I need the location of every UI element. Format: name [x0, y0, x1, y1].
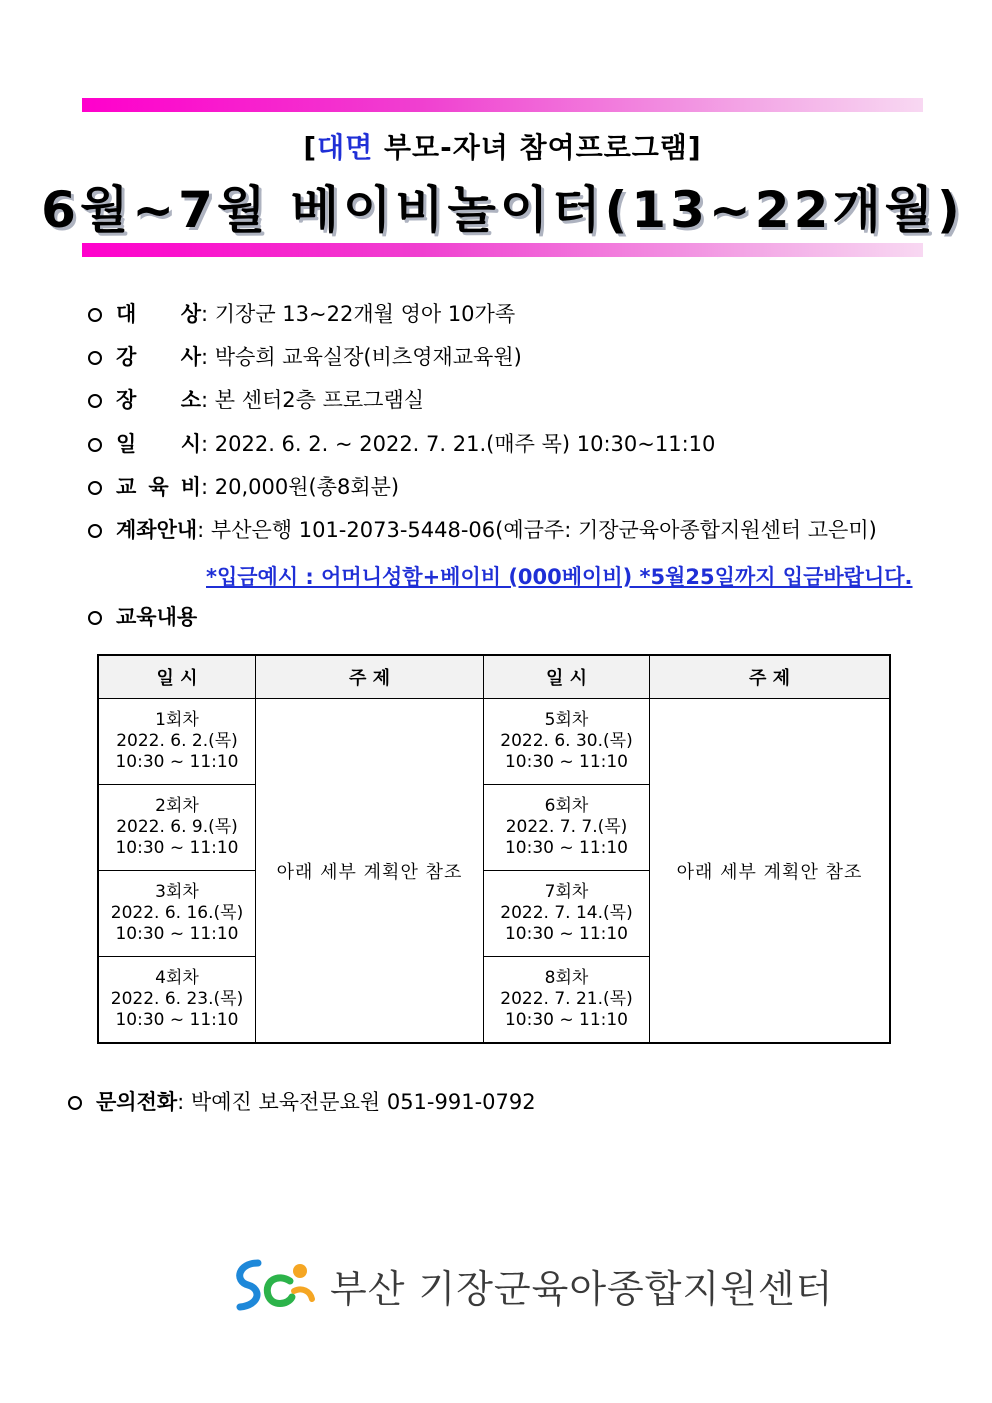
info-schedule: 일 시: 2022. 6. 2. ~ 2022. 7. 21.(매주 목) 10:30~11:10	[88, 428, 715, 458]
session-cell: 8회차 2022. 7. 21.(목) 10:30 ~ 11:10	[484, 957, 650, 1044]
session-cell: 6회차 2022. 7. 7.(목) 10:30 ~ 11:10	[484, 785, 650, 871]
header-topic: 주 제	[256, 655, 484, 699]
top-decor-bar	[82, 98, 923, 112]
session-cell: 4회차 2022. 6. 23.(목) 10:30 ~ 11:10	[98, 957, 256, 1044]
bottom-decor-bar	[82, 243, 923, 257]
bullet-icon	[88, 438, 102, 452]
content-label: 교육내용	[88, 601, 197, 631]
session-cell: 2회차 2022. 6. 9.(목) 10:30 ~ 11:10	[98, 785, 256, 871]
schedule-table	[97, 654, 891, 1044]
contact-line: 문의전화: 박예진 보육전문요원 051-991-0792	[68, 1086, 536, 1116]
info-instructor: 강 사: 박승희 교육실장(비츠영재교육원)	[88, 341, 522, 371]
page-subtitle: [대면 부모-자녀 참여프로그램]	[303, 131, 702, 164]
topic-cell: 아래 세부 계획안 참조	[256, 699, 484, 1044]
bullet-icon	[88, 481, 102, 495]
info-account: 계좌안내: 부산은행 101-2073-5448-06(예금주: 기장군육아종합지원센터 고은미)	[88, 514, 877, 544]
topic-cell: 아래 세부 계획안 참조	[650, 699, 891, 1044]
session-cell: 5회차 2022. 6. 30.(목) 10:30 ~ 11:10	[484, 699, 650, 785]
info-fee: 교 육 비: 20,000원(총8회분)	[88, 471, 399, 501]
page-title: 6월~7월 베이비놀이터(13~22개월)	[41, 181, 964, 239]
header-date: 일 시	[98, 655, 256, 699]
session-cell: 7회차 2022. 7. 14.(목) 10:30 ~ 11:10	[484, 871, 650, 957]
bullet-icon	[68, 1096, 82, 1110]
session-cell: 1회차 2022. 6. 2.(목) 10:30 ~ 11:10	[98, 699, 256, 785]
logo-mark-icon	[228, 1255, 320, 1315]
center-logo	[228, 1255, 833, 1315]
info-place: 장 소: 본 센터2층 프로그램실	[88, 384, 424, 414]
bullet-icon	[88, 524, 102, 538]
bullet-icon	[88, 611, 102, 625]
deposit-notice: *입금예시 : 어머니성함+베이비 (000베이비) *5월25일까지 입금바랍니다.	[206, 565, 913, 589]
subtitle-highlight: 대면	[317, 131, 374, 164]
info-target: 대 상: 기장군 13~22개월 영아 10가족	[88, 298, 515, 328]
session-cell: 3회차 2022. 6. 16.(목) 10:30 ~ 11:10	[98, 871, 256, 957]
bullet-icon	[88, 394, 102, 408]
bullet-icon	[88, 308, 102, 322]
header-topic: 주 제	[650, 655, 891, 699]
logo-text: 부산 기장군육아종합지원센터	[330, 1266, 834, 1311]
header-date: 일 시	[484, 655, 650, 699]
bullet-icon	[88, 351, 102, 365]
